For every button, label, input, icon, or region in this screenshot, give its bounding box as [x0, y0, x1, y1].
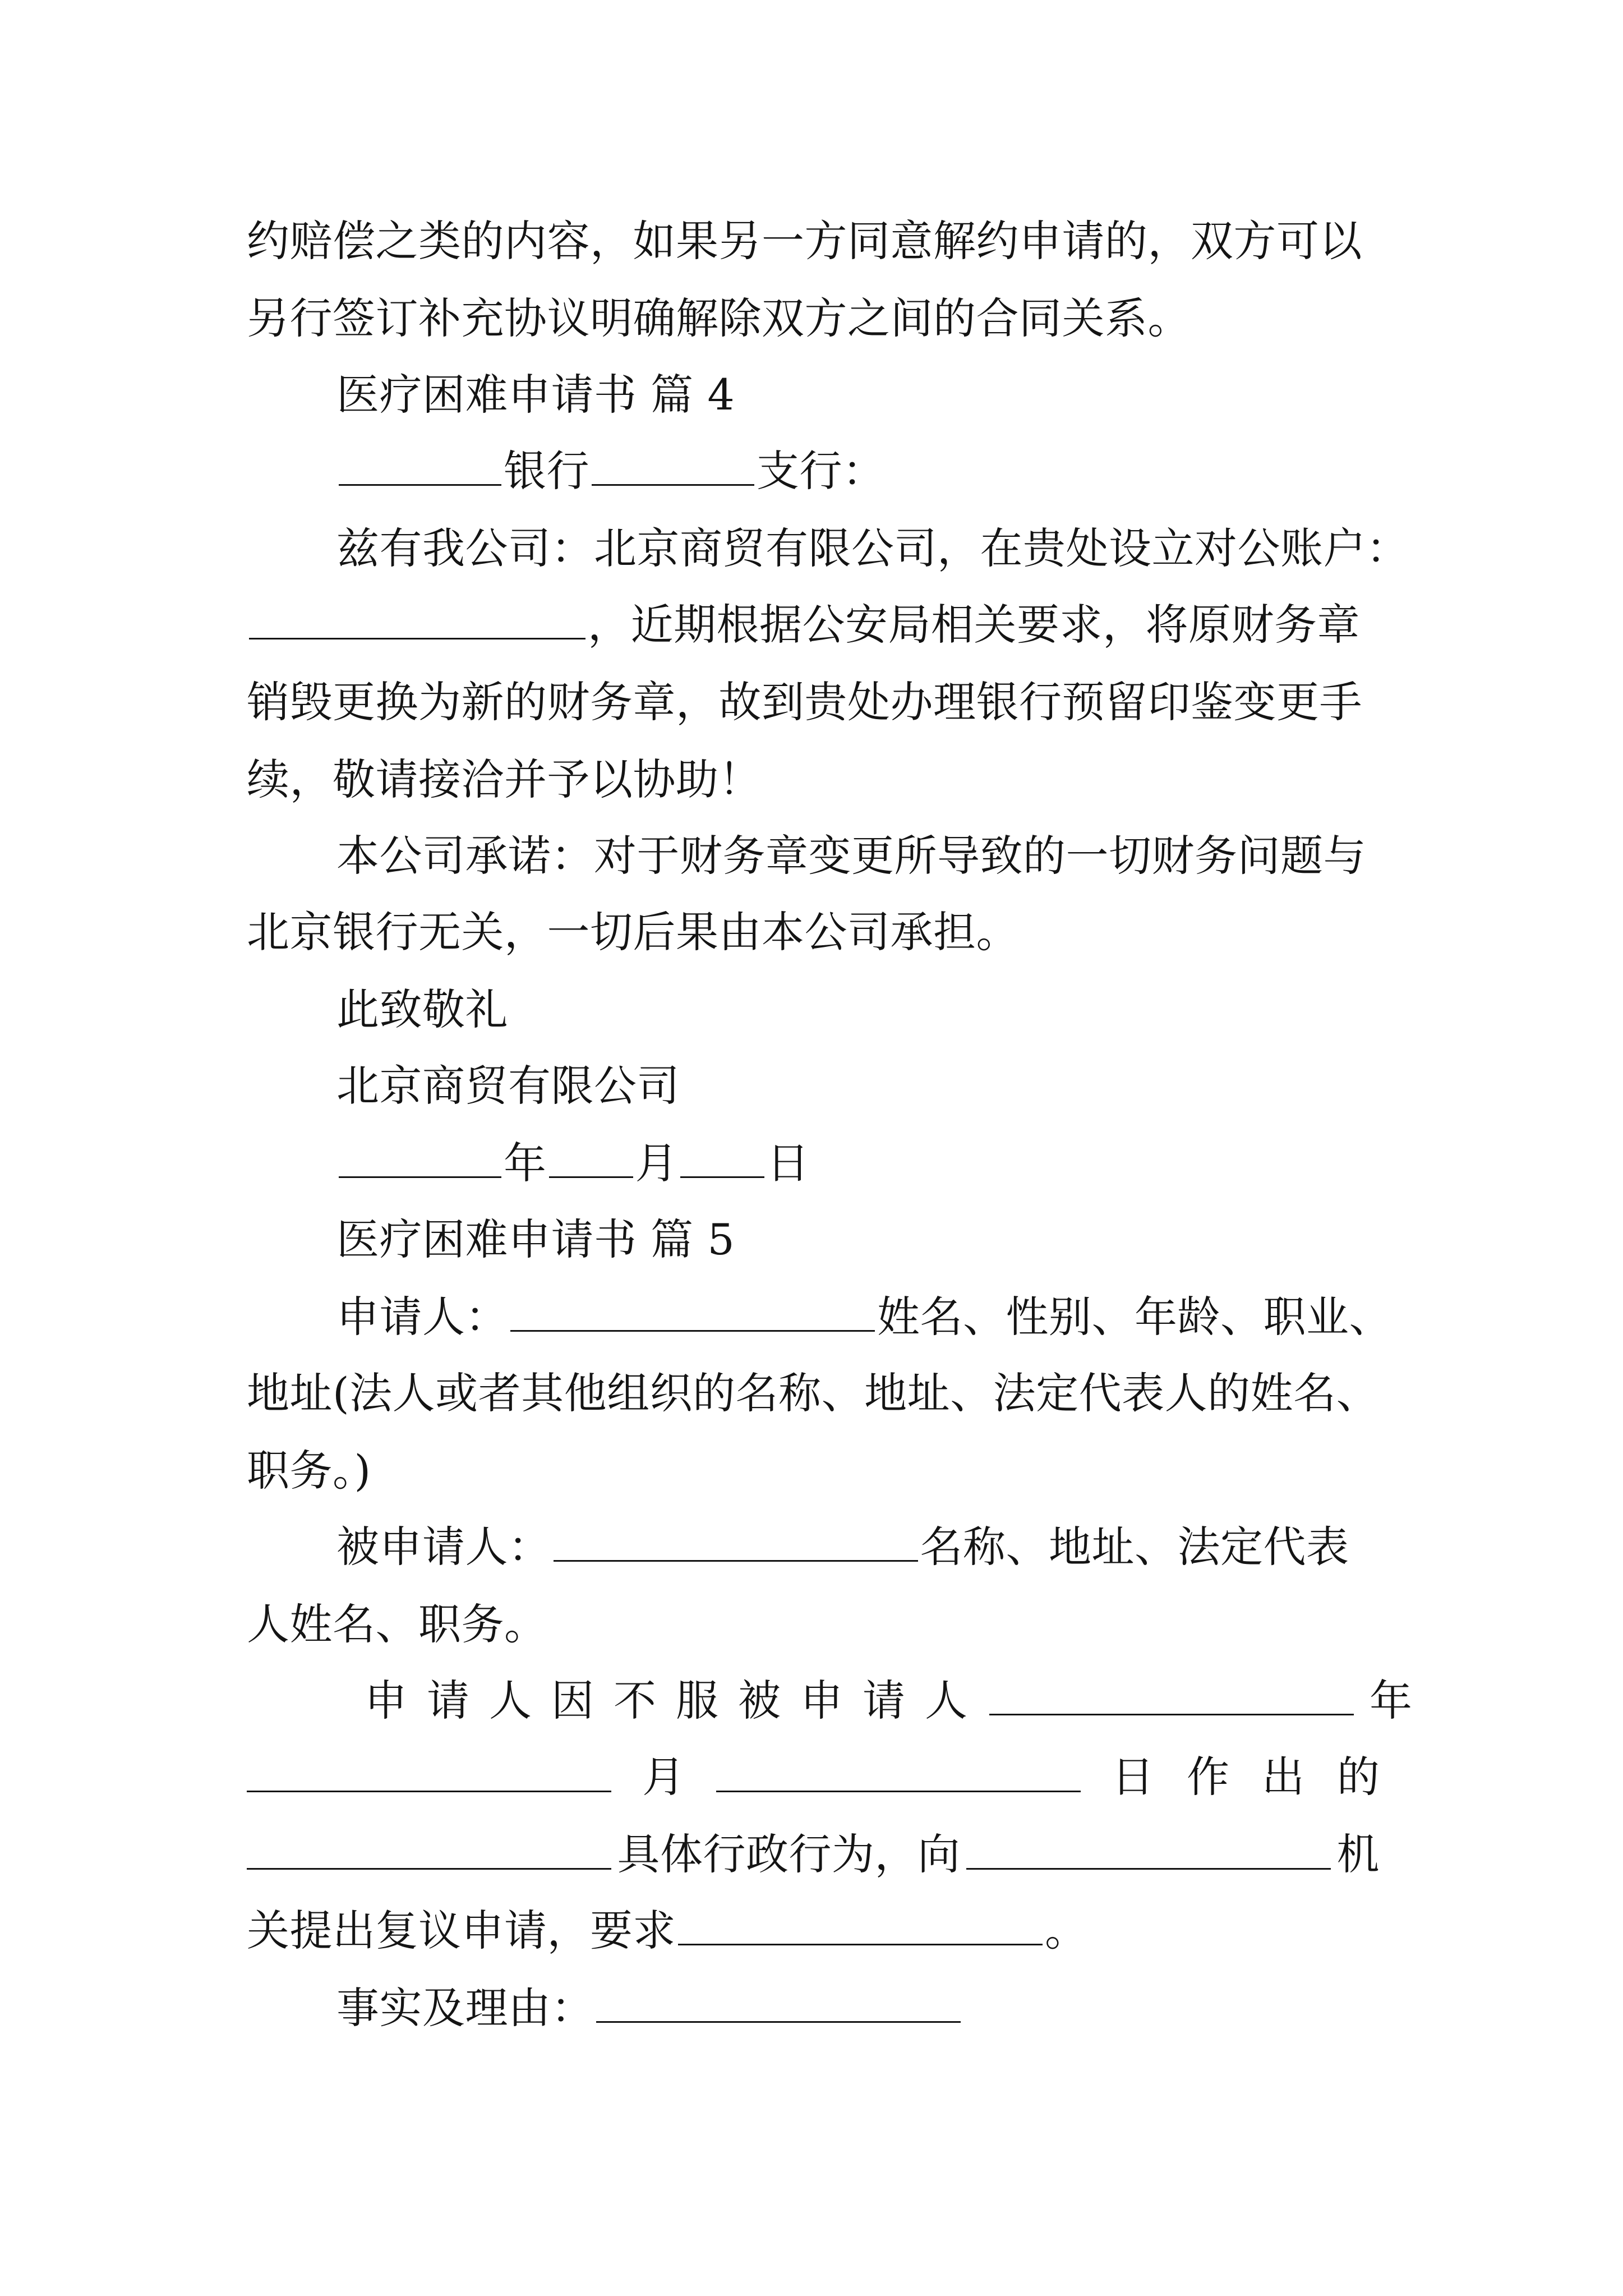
- paragraph-line: 本公司承诺：对于财务章变更所导致的一切财务问题与: [336, 831, 1366, 881]
- bank-label: 银行: [504, 446, 589, 496]
- salutation: 此致敬礼: [336, 984, 508, 1034]
- blank-line: [592, 482, 754, 486]
- blank-line: [247, 1866, 611, 1870]
- account-blank-line: [249, 636, 585, 639]
- blank-line: [549, 1174, 633, 1178]
- blank-line: [716, 1788, 1081, 1792]
- paragraph-line: 职务。): [247, 1446, 371, 1496]
- paragraph-line: 兹有我公司：北京商贸有限公司，在贵处设立对公账户：: [336, 523, 1409, 573]
- blank-line: [678, 1941, 1043, 1945]
- review-line-3: 具体行政行为，向 机: [247, 1816, 1380, 1893]
- section-heading: 医疗困难申请书 篇 5: [336, 1214, 735, 1264]
- blank-line: [680, 1174, 764, 1178]
- paragraph-line: 人姓名、职务。: [247, 1599, 547, 1649]
- blank-line: [596, 2019, 961, 2023]
- facts-line: 事实及理由：: [336, 1970, 963, 2046]
- blank-line: [247, 1788, 611, 1792]
- paragraph-line: 北京银行无关，一切后果由本公司承担。: [247, 907, 1019, 957]
- paragraph-line: 销毁更换为新的财务章，故到贵处办理银行预留印鉴变更手: [247, 677, 1362, 727]
- paragraph-line: 续，敬请接洽并予以协助！: [247, 754, 762, 804]
- applicant-line: 申请人： 姓名、性别、年龄、职业、: [336, 1292, 1392, 1342]
- review-line-1: 申请人因不服被申请人 年: [365, 1676, 1413, 1726]
- paragraph-line: ，近期根据公安局相关要求，将原财务章: [247, 587, 1360, 663]
- branch-label: 支行：: [757, 446, 886, 496]
- review-line-2: 月 日作出的: [247, 1739, 1380, 1815]
- paragraph-line: 地址(法人或者其他组织的名称、地址、法定代表人的姓名、: [247, 1368, 1380, 1418]
- blank-line: [966, 1866, 1331, 1870]
- blank-line: [554, 1558, 918, 1562]
- blank-line: [339, 1174, 501, 1178]
- bank-line: [336, 433, 886, 509]
- paragraph-line: 另行签订补充协议明确解除双方之间的合同关系。: [247, 293, 1191, 343]
- blank-line: [510, 1328, 875, 1332]
- respondent-line: 被申请人： 名称、地址、法定代表: [336, 1522, 1349, 1572]
- date-line: 年 月 日: [336, 1125, 810, 1202]
- company-name: 北京商贸有限公司: [336, 1061, 680, 1111]
- review-line-4: 关提出复议申请，要求 。: [247, 1906, 1088, 1955]
- blank-line: [339, 482, 501, 486]
- section-heading: 医疗困难申请书 篇 4: [336, 370, 735, 420]
- blank-line: [989, 1711, 1354, 1715]
- paragraph-line: 约赔偿之类的内容，如果另一方同意解约申请的，双方可以: [247, 216, 1362, 266]
